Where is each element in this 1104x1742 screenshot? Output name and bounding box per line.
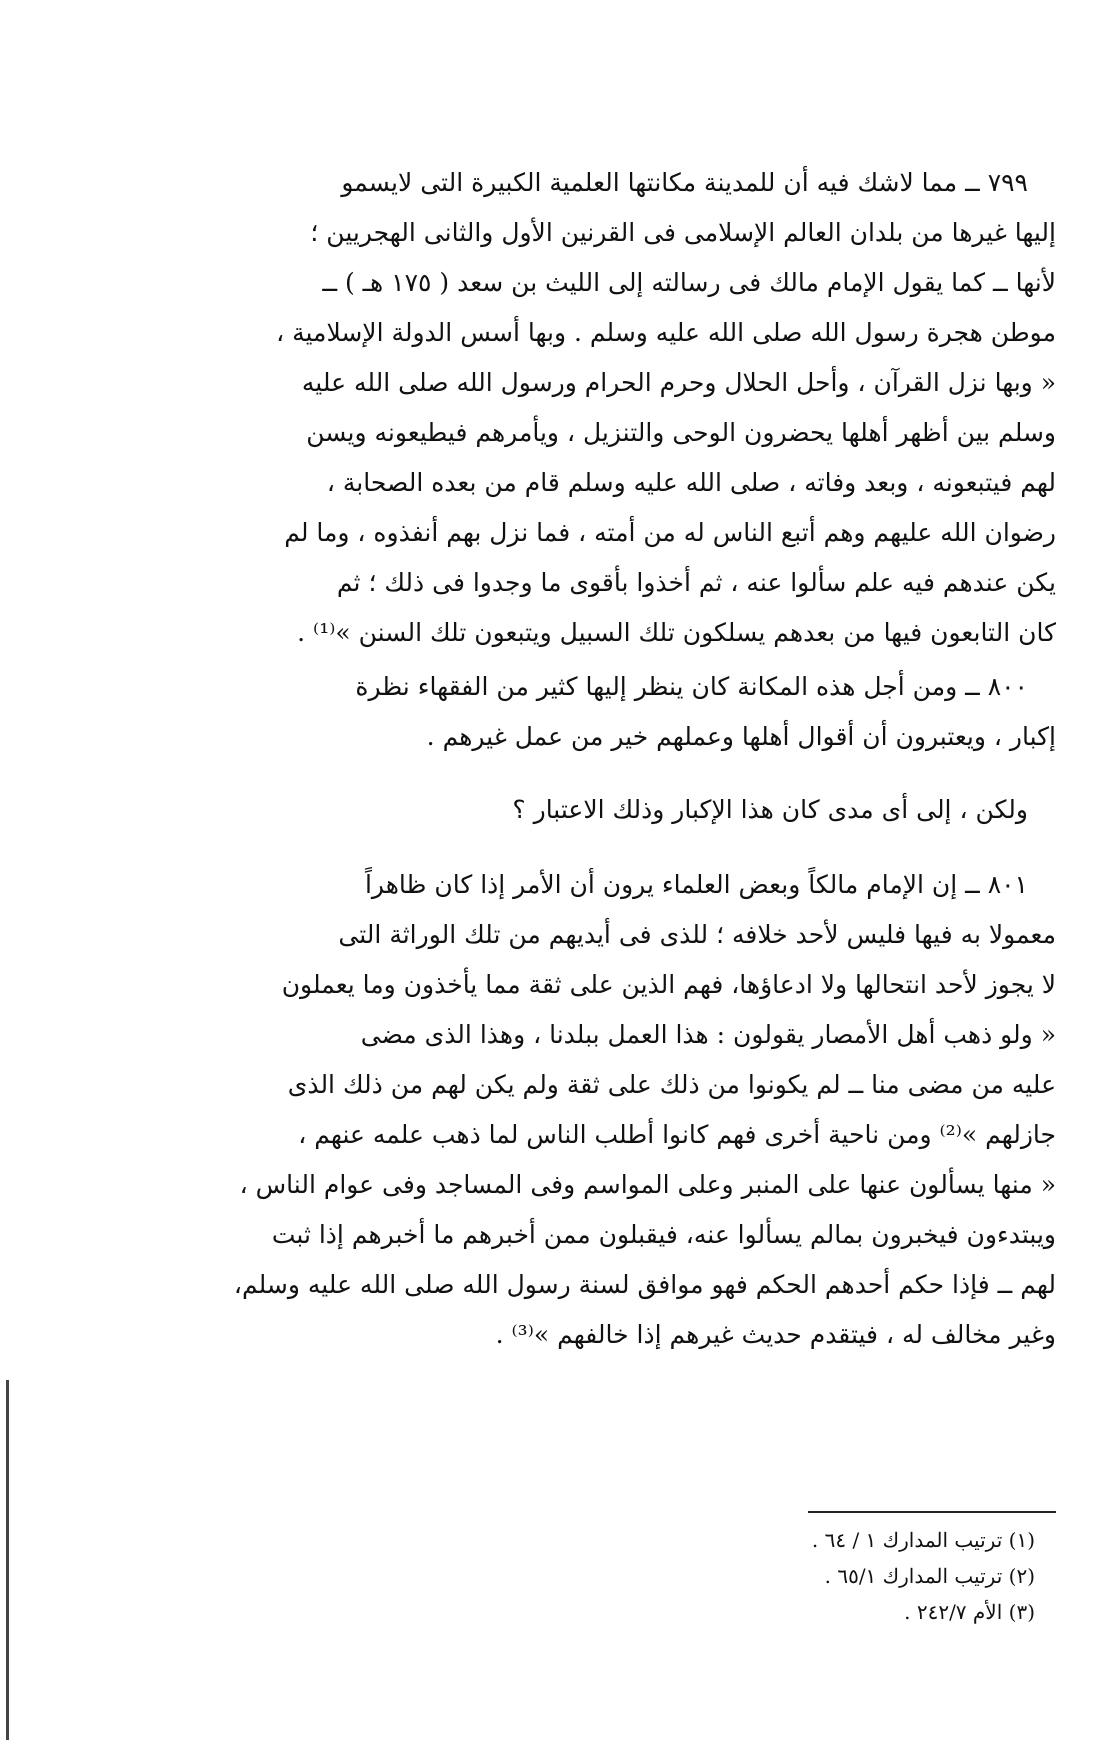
text-line: لأنها ــ كما يقول الإمام مالك فى رسالته إلى الليث بن سعد ( ١٧٥ هـ ) ــ [322, 268, 1056, 297]
paragraph-800 [226, 662, 1056, 762]
text-line: إليها غيرها من بلدان العالم الإسلامى فى القرنين الأول والثانى الهجريين ؛ [310, 218, 1056, 247]
text-line: لهم ــ فإذا حكم أحدهم الحكم فهو موافق لسنة رسول الله صلى الله عليه وسلم، [233, 1270, 1056, 1299]
text-line: إكبار ، ويعتبرون أن أقوال أهلها وعملهم خير من عمل غيرهم . [426, 722, 1056, 751]
footnote-divider [808, 1511, 1056, 1513]
text-line: ٧٩٩ ــ مما لاشك فيه أن للمدينة مكانتها العلمية الكبيرة التى لايسمو [341, 168, 1028, 197]
scan-edge-mark [6, 1380, 9, 1740]
footnote-1: (١) ترتيب المدارك ١ / ٦٤ . [811, 1528, 1035, 1552]
text-line: عليه من مضى منا ــ لم يكونوا من ذلك على ثقة ولم يكن لهم من ذلك الذى [287, 1070, 1056, 1099]
paragraph-801 [226, 860, 1056, 1360]
text-line: كان التابعون فيها من بعدهم يسلكون تلك السبيل ويتبعون تلك السنن »⁽¹⁾ . [297, 618, 1056, 647]
text-line: ولكن ، إلى أى مدى كان هذا الإكبار وذلك الاعتبار ؟ [512, 795, 1028, 824]
text-line: لهم فيتبعونه ، وبعد وفاته ، صلى الله عليه وسلم قام من بعده الصحابة ، [326, 468, 1056, 497]
text-line: « ولو ذهب أهل الأمصار يقولون : هذا العمل ببلدنا ، وهذا الذى مضى [360, 1020, 1056, 1049]
text-line: وغير مخالف له ، فيتقدم حديث غيرهم إذا خالفهم »⁽³⁾ . [495, 1320, 1056, 1349]
footnote-3: (٣) الأم ٢٤٢/٧ . [904, 1600, 1035, 1624]
paragraph-question [226, 785, 1056, 835]
paragraph-799 [226, 158, 1056, 658]
footnotes [640, 1522, 1035, 1630]
text-line: وسلم بين أظهر أهلها يحضرون الوحى والتنزيل ، ويأمرهم فيطيعونه ويسن [306, 418, 1056, 447]
text-line: ٨٠١ ــ إن الإمام مالكاً وبعض العلماء يرون أن الأمر إذا كان ظاهراً [364, 870, 1028, 899]
text-line: ٨٠٠ ــ ومن أجل هذه المكانة كان ينظر إليها كثير من الفقهاء نظرة [355, 672, 1028, 701]
text-line: « منها يسألون عنها على المنبر وعلى المواسم وفى المساجد وفى عوام الناس ، [239, 1170, 1056, 1199]
text-line: معمولا به فيها فليس لأحد خلافه ؛ للذى فى أيديهم من تلك الوراثة التى [338, 920, 1056, 949]
text-line: موطن هجرة رسول الله صلى الله عليه وسلم . وبها أسس الدولة الإسلامية ، [276, 318, 1056, 347]
text-line: « وبها نزل القرآن ، وأحل الحلال وحرم الحرام ورسول الله صلى الله عليه [301, 368, 1056, 397]
text-line: لا يجوز لأحد انتحالها ولا ادعاؤها، فهم الذين على ثقة مما يأخذون وما يعملون [281, 970, 1056, 999]
text-line: ويبتدءون فيخبرون بمالم يسألوا عنه، فيقبلون ممن أخبرهم ما أخبرهم إذا ثبت [271, 1220, 1056, 1249]
text-line: يكن عندهم فيه علم سألوا عنه ، ثم أخذوا بأقوى ما وجدوا فى ذلك ؛ ثم [336, 568, 1056, 597]
footnote-2: (٢) ترتيب المدارك ٦٥/١ . [824, 1564, 1035, 1588]
text-line: رضوان الله عليهم وهم أتبع الناس له من أمته ، فما نزل بهم أنفذوه ، وما لم [284, 518, 1056, 547]
text-line: جازلهم »⁽²⁾ ومن ناحية أخرى فهم كانوا أطلب الناس لما ذهب علمه عنهم ، [298, 1120, 1056, 1149]
